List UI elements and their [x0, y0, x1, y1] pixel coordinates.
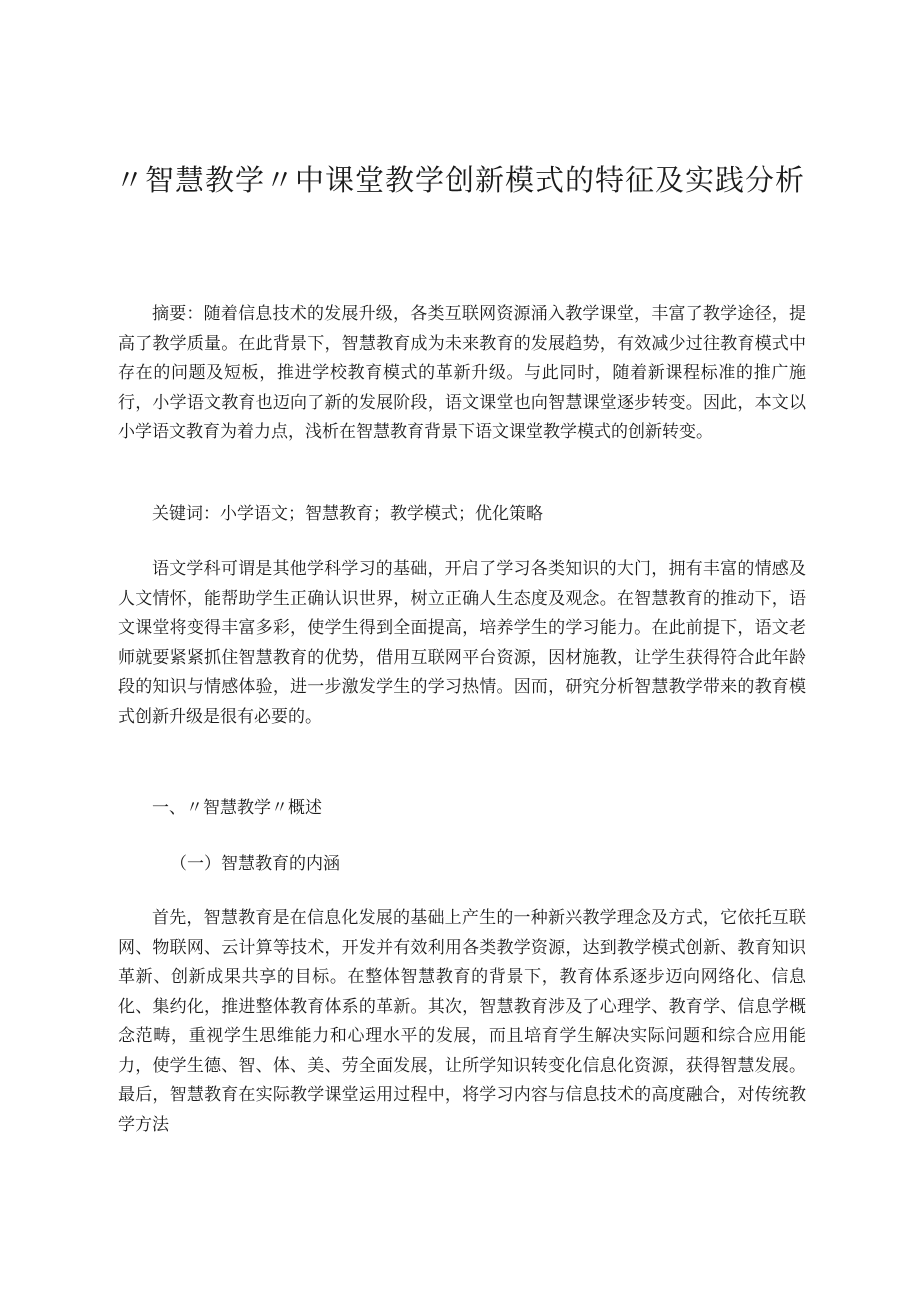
intro-paragraph: 语文学科可谓是其他学科学习的基础，开启了学习各类知识的大门，拥有丰富的情感及人文情怀，能帮助学生正确认识世界，树立正确人生态度及观念。在智慧教育的推动下，语文课堂将变得丰富多彩，使学生得到全面提高，培养学生的学习能力。在此前提下，语文老师就要紧紧抓住智慧教育的优势，借用互联网平台资源，因材施教，让学生获得符合此年龄段的知识与情感体验，进一步激发学生的学习热情。因而，研究分析智慧教学带来的教育模式创新升级是很有必要的。 [118, 559, 806, 727]
subsection-heading: （一）智慧教育的内涵 [170, 854, 340, 874]
body-paragraph: 首先，智慧教育是在信息化发展的基础上产生的一种新兴教学理念及方式，它依托互联网、物联网、云计算等技术，开发并有效利用各类教学资源，达到教学模式创新、教育知识革新、创新成果共享的目标。在整体智慧教育的背景下，教育体系逐步迈向网络化、信息化、集约化，推进整体教育体系的革新。其次，智慧教育涉及了心理学、教育学、信息学概念范畴，重视学生思维能力和心理水平的发展，而且培育学生解决实际问题和综合应用能力，使学生德、智、体、美、劳全面发展，让所学知识转变化信息化资源，获得智慧发展。最后，智慧教育在实际教学课堂运用过程中，将学习内容与信息技术的高度融合，对传统教学方法 [118, 908, 806, 1135]
keywords-line: 关键词：小学语文；智慧教育；教学模式；优化策略 [152, 504, 543, 524]
abstract-paragraph: 摘要：随着信息技术的发展升级，各类互联网资源涌入教学课堂，丰富了教学途径，提高了教学质量。在此背景下，智慧教育成为未来教育的发展趋势，有效减少过往教育模式中存在的问题及短板，推进学校教育模式的革新升级。与此同时，随着新课程标准的推广施行，小学语文教育也迈向了新的发展阶段，语文课堂也向智慧课堂逐步转变。因此，本文以小学语文教育为着力点，浅析在智慧教育背景下语文课堂教学模式的创新转变。 [118, 304, 806, 442]
document-title: 〃智慧教学〃中课堂教学创新模式的特征及实践分析 [114, 163, 805, 197]
section-heading: 一、〃智慧教学〃概述 [152, 798, 322, 818]
